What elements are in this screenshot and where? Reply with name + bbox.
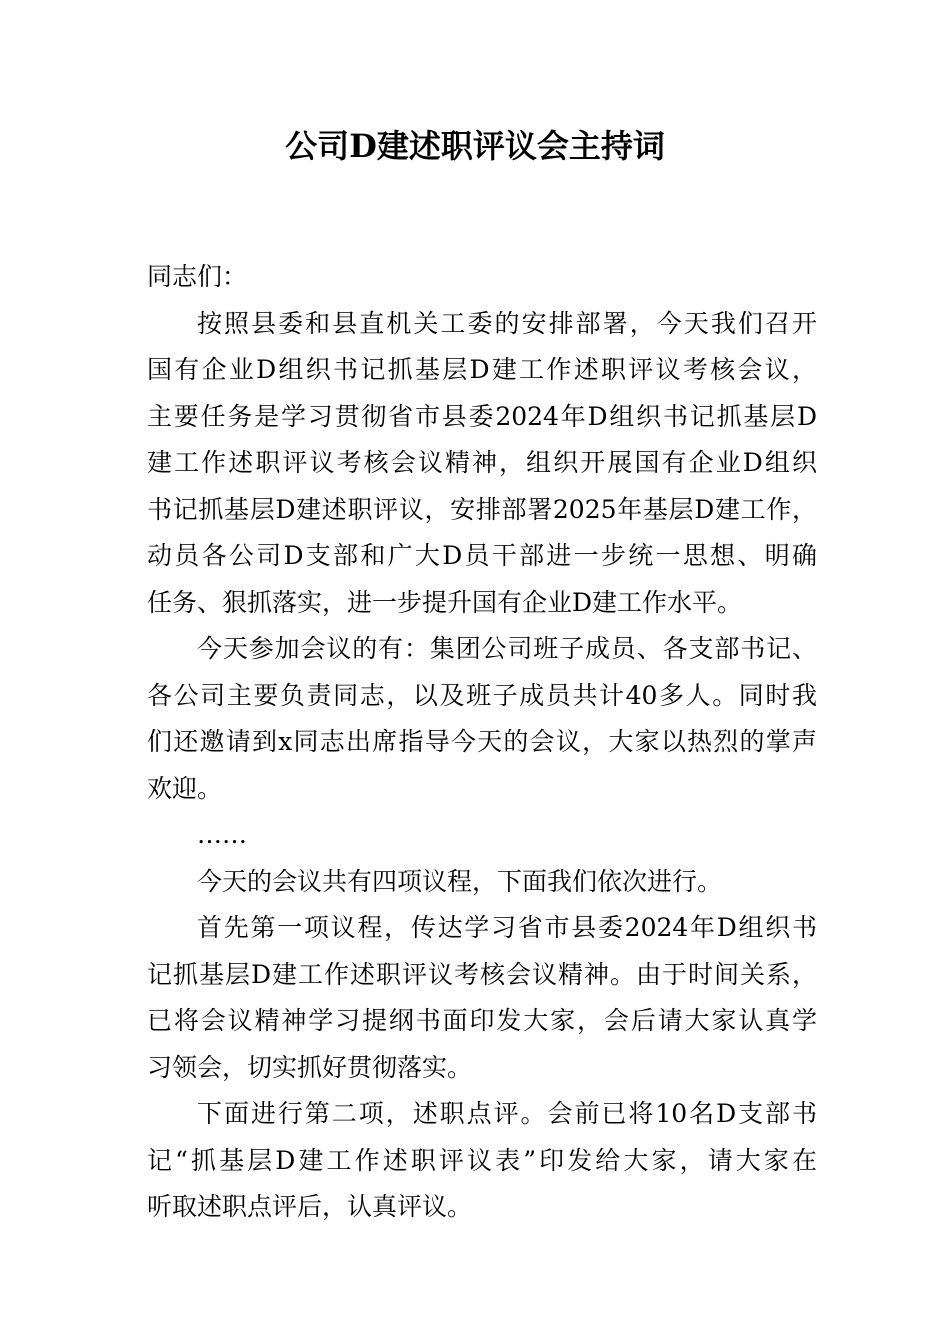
text-line: 今天参加会议的有：集团公司班子成员、各支部书记、 [197, 634, 817, 663]
text-line: 习领会，切实抓好贯彻落实。 [147, 1052, 473, 1082]
text-line: 建工作述职评议考核会议精神，组织开展国有企业D组织 [147, 448, 817, 477]
text-line: 首先第一项议程，传达学习省市县委2024年D组织书 [197, 913, 817, 942]
body-lines [147, 301, 817, 1231]
text-line: 各公司主要负责同志，以及班子成员共计40多人。同时我 [147, 680, 817, 710]
text-line: 听取述职点评后，认真评议。 [147, 1192, 473, 1221]
text-line: 记抓基层D建工作述职评议考核会议精神。由于时间关系， [147, 959, 817, 989]
text-line: 国有企业D组织书记抓基层D建工作述职评议考核会议， [147, 355, 817, 384]
text-line: 今天的会议共有四项议程，下面我们依次进行。 [197, 866, 723, 896]
text-line: 欢迎。 [147, 773, 223, 803]
salutation: 同志们： [147, 262, 248, 291]
text-line: 们还邀请到x同志出席指导今天的会议，大家以热烈的掌声 [147, 727, 817, 756]
text-line: 动员各公司D支部和广大D员干部进一步统一思想、明确 [147, 541, 817, 570]
text-line: 任务、狠抓落实，进一步提升国有企业D建工作水平。 [147, 587, 743, 617]
text-line: …… [197, 820, 247, 849]
text-line: 按照县委和县直机关工委的安排部署，今天我们召开 [197, 308, 817, 338]
text-line: 主要任务是学习贯彻省市县委2024年D组织书记抓基层D [147, 401, 817, 431]
text-line: 下面进行第二项，述职点评。会前已将10名D支部书 [197, 1099, 817, 1128]
document-body [147, 254, 817, 1231]
text-line: 记“抓基层D建工作述职评议表”印发给大家，请大家在 [147, 1145, 817, 1175]
document-title: 公司D建述职评议会主持词 [285, 127, 665, 165]
text-line: 书记抓基层D建述职评议，安排部署2025年基层D建工作， [147, 494, 817, 524]
text-line: 已将会议精神学习提纲书面印发大家，会后请大家认真学 [147, 1006, 817, 1035]
